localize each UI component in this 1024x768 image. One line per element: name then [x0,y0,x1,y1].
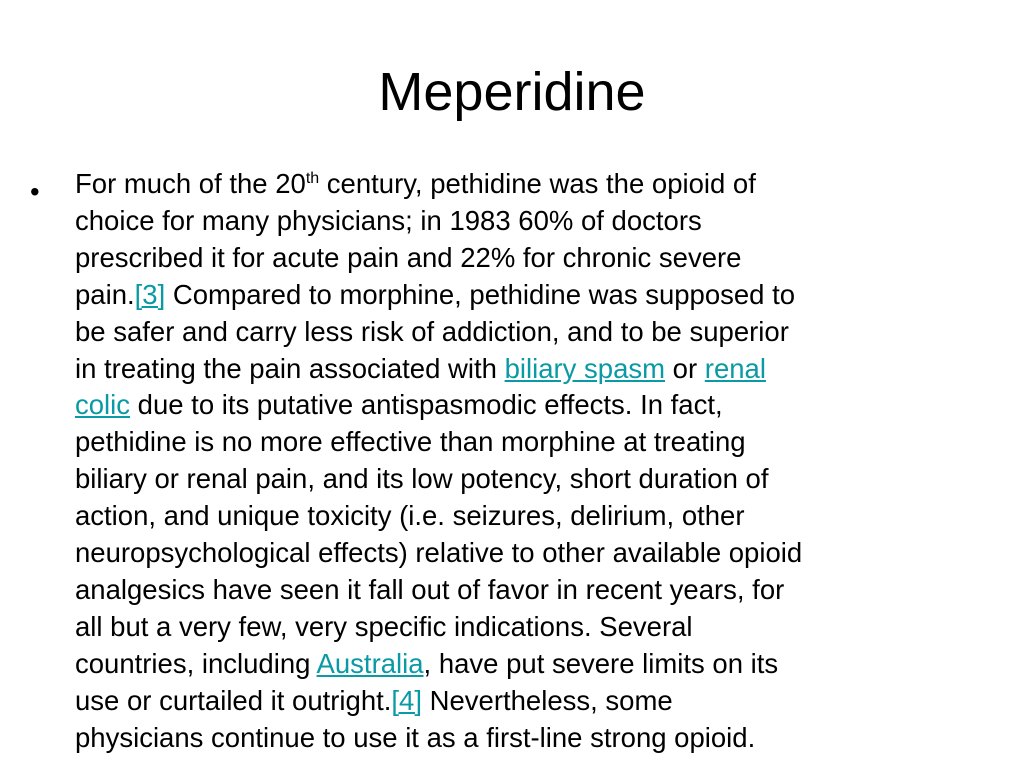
text-line: physicians continue to use it as a first-line strong opioid. [75,721,756,753]
text-line [75,683,1005,720]
text-segment: century, pethidine was the opioid of [319,168,756,199]
reference-link-4[interactable]: [4] [391,684,422,716]
bullet-marker: • [30,176,40,207]
text-line: action, and unique toxicity (i.e. seizures, delirium, other [75,500,745,532]
biliary-spasm-link[interactable]: biliary spasm [504,352,666,384]
text-line [75,351,1005,388]
text-line: all but a very few, very specific indications. Several [75,610,693,642]
australia-link[interactable]: Australia [316,647,424,679]
text-segment: For much of the 20 [75,168,306,199]
text-line: choice for many physicians; in 1983 60% of doctors [75,204,702,236]
text-line [75,387,1005,424]
text-segment: in treating the pain associated with [75,352,505,384]
text-segment: countries, including [75,647,317,679]
text-line: pethidine is no more effective than morphine at treating [75,426,746,458]
text-segment: , have put severe limits on its [423,647,779,679]
text-line [75,277,1005,314]
text-segment: use or curtailed it outright. [75,684,392,716]
renal-colic-link[interactable]: renal [704,352,766,384]
text-segment: due to its putative antispasmodic effects. In fact, [130,389,723,421]
text-segment: pain. [75,278,135,310]
text-line [75,646,1005,683]
slide-title: Meperidine [378,62,646,122]
superscript: th [305,169,320,187]
text-segment: Nevertheless, some [422,684,673,716]
text-line: prescribed it for acute pain and 22% for chronic severe [75,241,742,273]
text-line: analgesics have seen it fall out of favor in recent years, for [75,573,785,605]
text-line: biliary or renal pain, and its low potency, short duration of [75,463,769,495]
text-line [75,166,1005,203]
text-segment: Compared to morphine, pethidine was supposed to [165,278,796,310]
text-segment: or [665,352,705,384]
reference-link-3[interactable]: [3] [134,278,166,310]
text-line: neuropsychological effects) relative to other available opioid [75,537,803,569]
text-line: be safer and carry less risk of addiction, and to be superior [75,315,789,347]
bullet-paragraph [75,166,1005,757]
renal-colic-link-continued[interactable]: colic [75,389,131,421]
